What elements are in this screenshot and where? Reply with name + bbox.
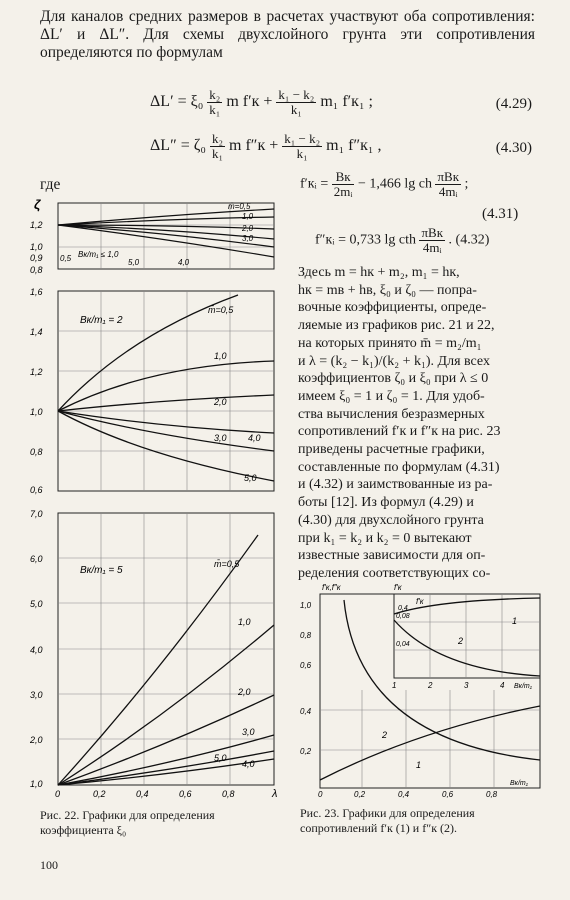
curve-label: 2,0 xyxy=(214,397,227,407)
equation-4-31: f′кᵢ = $\frac{Bк}{\text{2mᵢ}}$ − 1,466 lg ch $\frac{\text{πBк}}{\text{4mᵢ}}$ ; xyxy=(300,169,469,199)
inset-y-tick: 0,4 xyxy=(398,605,408,612)
x-tick: 0,2 xyxy=(354,790,366,799)
x-tick: 0,8 xyxy=(486,790,498,799)
inset-y-tick: 0,08 xyxy=(396,613,410,620)
param-prefix: 0,5 xyxy=(60,254,72,263)
curve-label: 3,0 xyxy=(242,234,254,243)
equation-4-30: ΔL″ = ζ₀ $\frac{\text{k₂}}{\text{k₁}}$ m f″к + $\frac{\text{k₁ − k₂}}{\text{k₁}}$ m₁ f″к₁ , (4.30) xyxy=(150,131,532,161)
curve-label: 2 xyxy=(382,730,388,740)
curve-label: 4,0 xyxy=(242,759,255,769)
y-tick: 0,8 xyxy=(300,631,312,640)
y-tick: 0,4 xyxy=(300,707,312,716)
y-tick: 0,6 xyxy=(300,661,312,670)
x-tick: 0,8 xyxy=(222,789,235,799)
where-label: где xyxy=(40,176,61,193)
x-tick: Bк/m₁ xyxy=(510,780,528,787)
inset-x-tick: 2 xyxy=(428,681,433,690)
y-tick: 0,8 xyxy=(30,265,43,275)
eq-number: (4.30) xyxy=(495,140,532,156)
inset-frame xyxy=(394,594,540,678)
inset-x-tick: 3 xyxy=(464,681,469,690)
x-tick: 0,6 xyxy=(179,789,192,799)
curve-label: 2,0 xyxy=(242,224,254,233)
curve-label: 1,0 xyxy=(238,617,251,627)
inset-x-tick: Bк/m₁ xyxy=(514,683,532,690)
grid-lines xyxy=(58,203,274,785)
page-number: 100 xyxy=(40,858,58,872)
y-tick: 1,0 xyxy=(30,242,43,252)
curve-label: 1 xyxy=(416,760,422,770)
figure-22-caption: Рис. 22. Графики для определения коэффициента ξ₀ xyxy=(40,808,215,837)
y-tick: 5,0 xyxy=(30,599,43,609)
inset-x-tick: 1 xyxy=(392,681,397,690)
y-tick: 1,0 xyxy=(30,779,43,789)
eq-number: (4.29) xyxy=(495,96,532,112)
param-label: Bк/m₁ = 2 xyxy=(80,315,123,326)
curve-label: 1,0 xyxy=(214,351,227,361)
param-label: Bк/m₁ ≤ 1,0 xyxy=(78,250,119,259)
figure-23-caption: Рис. 23. Графики для определения сопротивлений f′к (1) и f″к (2). xyxy=(300,806,475,835)
curve-label: m̄=0,5 xyxy=(214,559,240,569)
y-tick: 1,4 xyxy=(30,327,43,337)
y-tick: 2,0 xyxy=(30,735,43,745)
figure-22 xyxy=(28,195,288,805)
x-tick: 0,6 xyxy=(442,790,454,799)
curve-label: 3,0 xyxy=(242,727,255,737)
curve-label: 2,0 xyxy=(238,687,251,697)
y-tick: 3,0 xyxy=(30,690,43,700)
y-tick: 7,0 xyxy=(30,509,43,519)
y-tick: 1,2 xyxy=(30,367,43,377)
inset-y-label: f′к xyxy=(394,583,402,592)
x-tick: λ xyxy=(272,788,278,800)
y-tick: 0,9 xyxy=(30,253,43,263)
curve-label: m̄=0,5 xyxy=(208,305,234,315)
right-paragraph: Здесь m = hк + m₂, m₁ = hк, hк = mв + hв, ξ₀ и ζ₀ — попра- вочные коэффициенты, опреде- ляемые из графиков рис. 21 и 22, на которых принято m̄ = m₂/m₁ и λ = (k₂ − k₁)/(k₂ + k₁). Для всех коэффициентов ζ₀ и ξ₀ при λ ≤ 0 имеем ξ₀ = 1 и ζ₀ = 1. Для удоб- ства вычисления безразмерных сопротивлений f′к и f″к на рис. 23 приведены расчетные графики, составленные по формулам (4.31) и (4.32) и заимствованные из ра- боты [12]. Из формул (4.29) и (4.30) для двухслойного грунта при k₁ = k₂ и k₂ = 0 вытекают известные зависимости для оп- ределения соответствующих со- xyxy=(298,265,501,581)
curve-label: 1 xyxy=(512,616,518,626)
curve-label: 2 xyxy=(458,636,464,646)
x-tick: 0 xyxy=(55,789,61,799)
curve-label: 4,0 xyxy=(178,258,190,267)
curve-label: 5,0 xyxy=(128,258,140,267)
y-label: f′к,f″к xyxy=(322,583,341,592)
y-tick: 1,6 xyxy=(30,287,43,297)
figure-23 xyxy=(298,580,548,800)
curve-label: 3,0 xyxy=(214,433,227,443)
y-tick: 0,6 xyxy=(30,485,43,495)
x-tick: 0,4 xyxy=(136,789,149,799)
equation-4-32: f″кᵢ = 0,733 lg cth $\frac{\text{πBк}}{\text{4mᵢ}}$ . (4.32) xyxy=(315,225,490,255)
x-tick: 0,2 xyxy=(93,789,106,799)
panel-1-y-label: ζ xyxy=(34,197,41,212)
y-tick: 0,2 xyxy=(300,747,312,756)
intro-paragraph: Для каналов средних размеров в расчетах участвуют оба сопротивления: ΔL′ и ΔL″. Для схемы двухслойного грунта эти сопротивления определяются по формулам xyxy=(40,8,535,61)
x-tick: 0,4 xyxy=(398,790,410,799)
y-tick: 1,0 xyxy=(300,601,312,610)
y-tick: 4,0 xyxy=(30,645,43,655)
curve-label: 5,0 xyxy=(244,473,257,483)
param-label: Bк/m₁ = 5 xyxy=(80,565,123,576)
y-tick: 0,8 xyxy=(30,447,43,457)
eq-number-4-31: (4.31) xyxy=(482,206,519,222)
y-tick: 6,0 xyxy=(30,554,43,564)
inset-x-tick: 4 xyxy=(500,681,505,690)
inset-y-tick: 0,04 xyxy=(396,641,410,648)
y-tick: 1,2 xyxy=(30,220,43,230)
curve-label: 5,0 xyxy=(214,753,227,763)
grid-lines xyxy=(320,594,540,788)
curve-label: 1,0 xyxy=(242,212,254,221)
y-tick: 1,0 xyxy=(30,407,43,417)
equation-4-29: ΔL′ = ξ₀ $\frac{\text{k₂}}{\text{k₁}}$ m f′к + $\frac{\text{k₁ − k₂}}{\text{k₁}}$ m₁ f′к₁ ; (4.29) xyxy=(150,87,532,117)
x-tick: 0 xyxy=(318,790,323,799)
inset-y-label: f′к xyxy=(416,597,424,606)
curve-label: m̄=0,5 xyxy=(228,202,251,211)
curve-label: 4,0 xyxy=(248,433,261,443)
